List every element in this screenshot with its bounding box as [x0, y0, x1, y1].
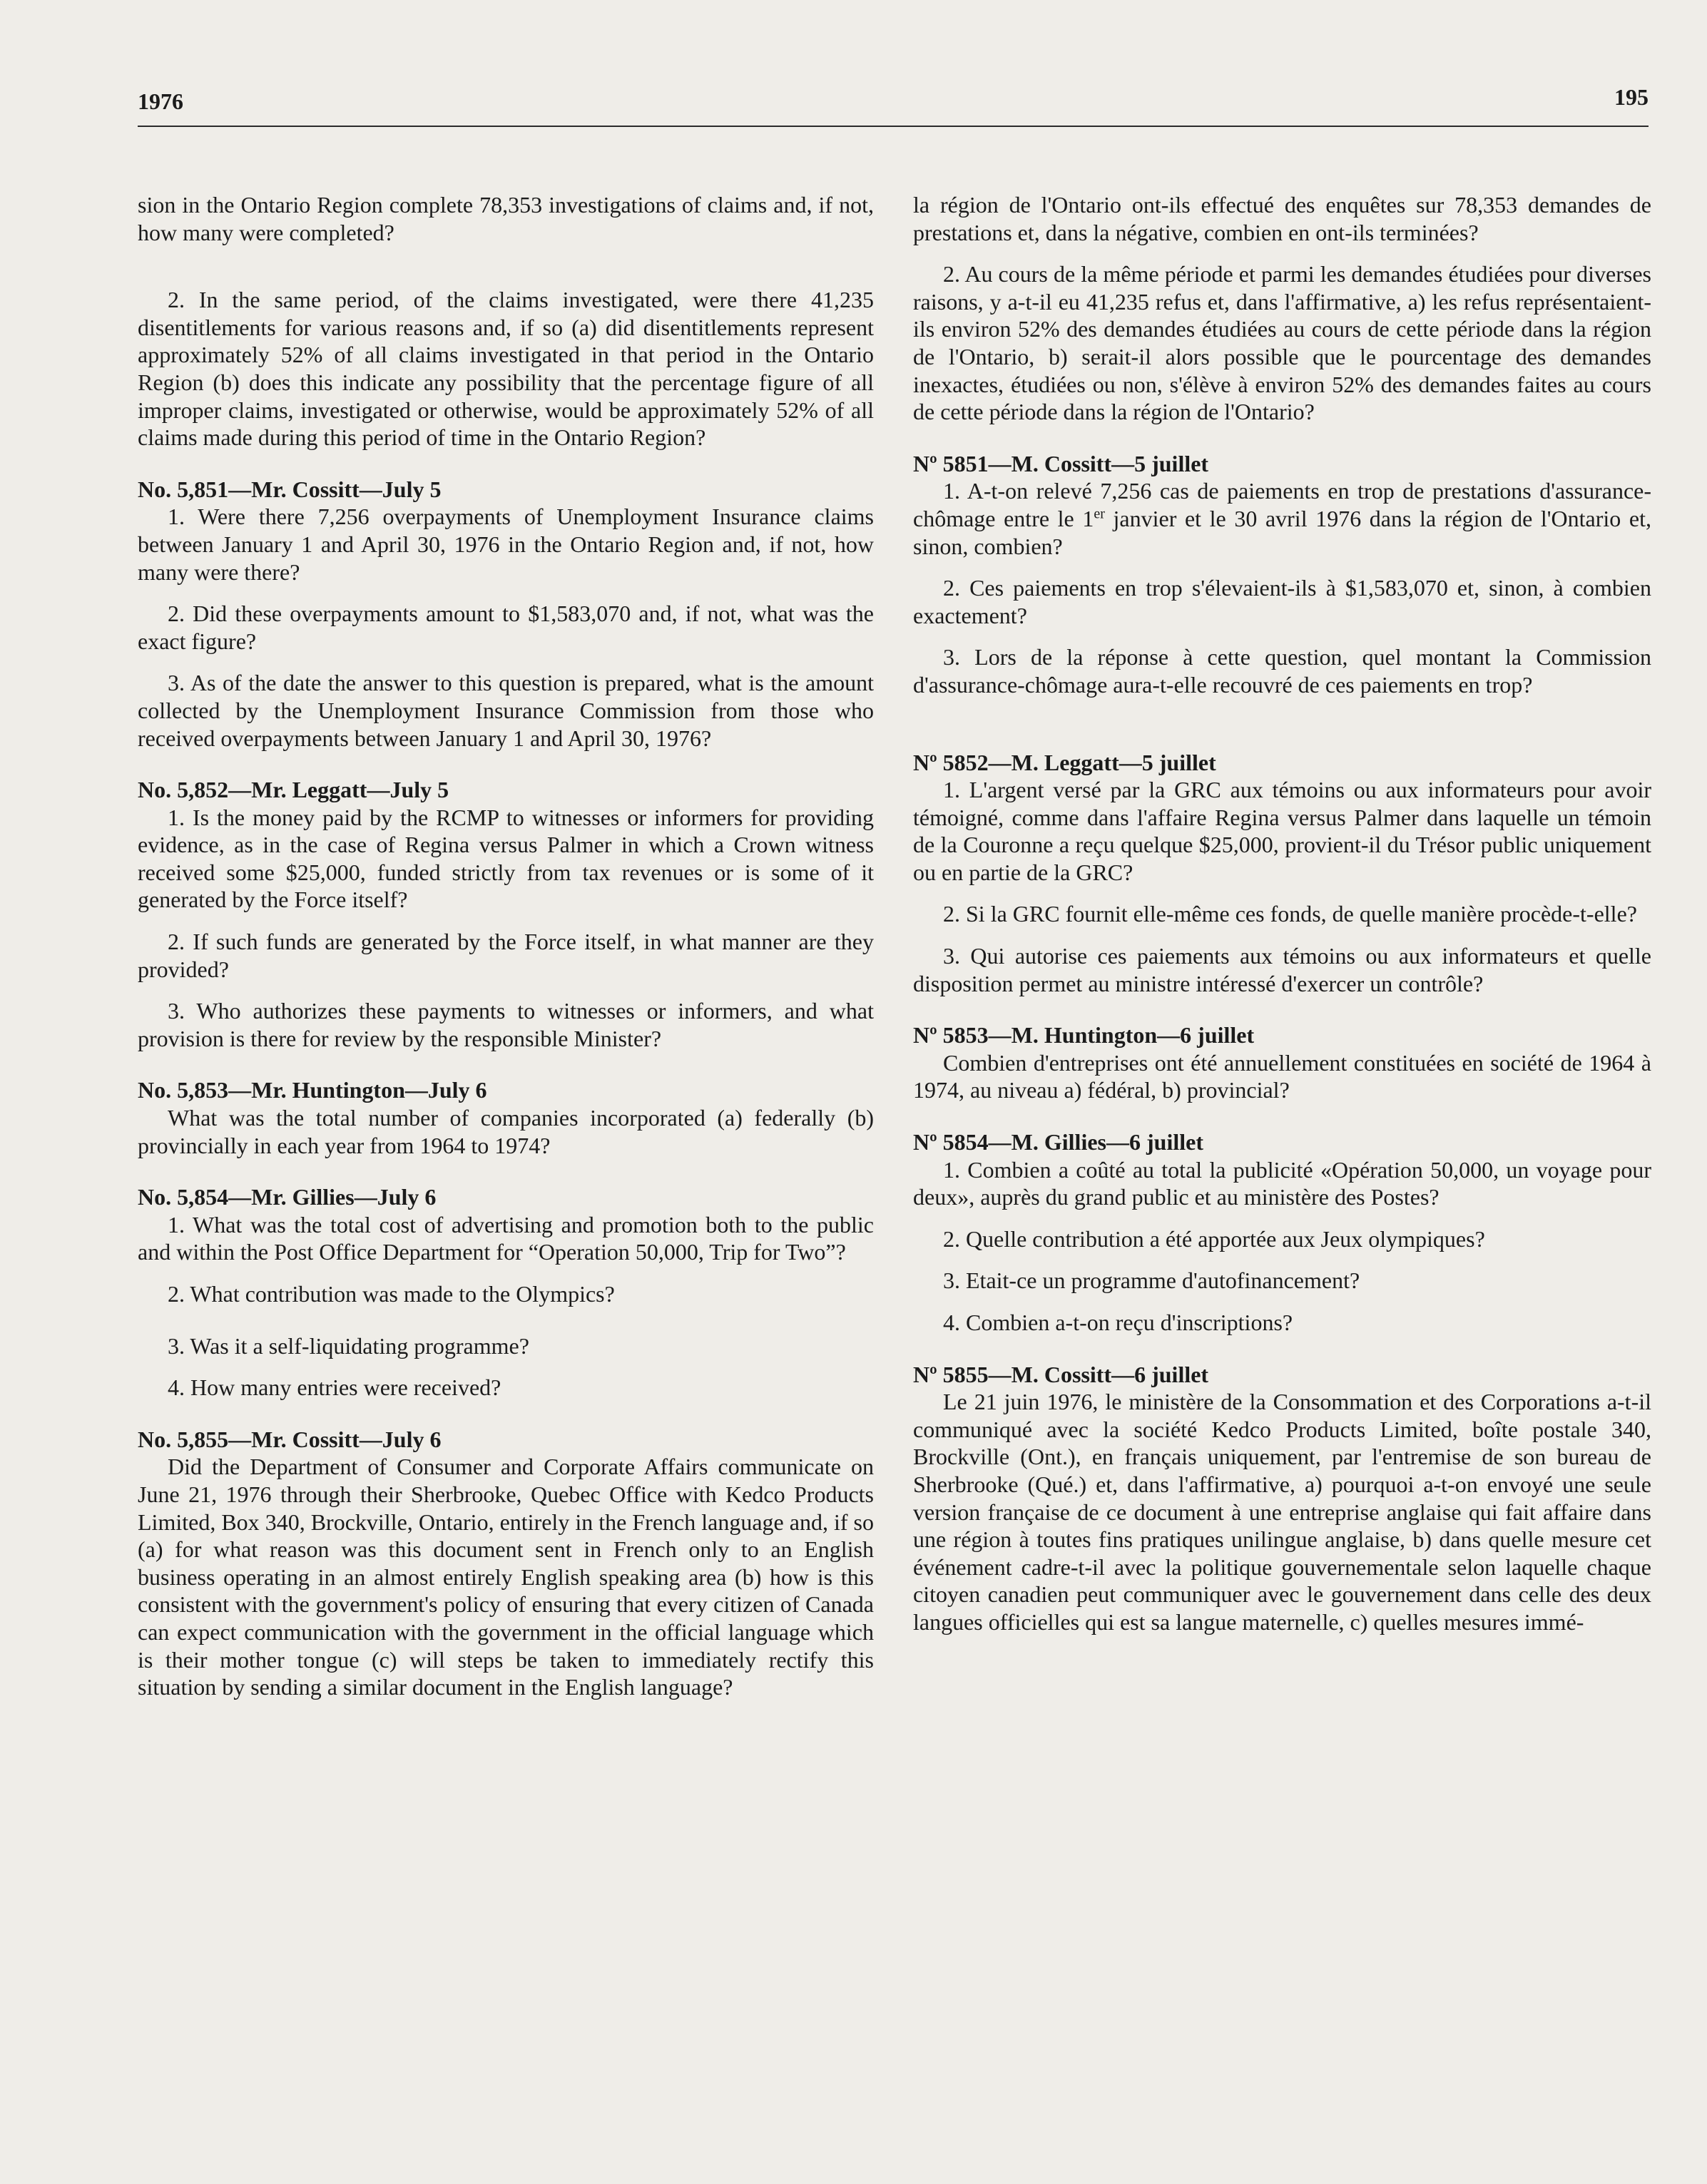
question-paragraph: 2. Did these overpayments amount to $1,583,070 and, if not, what was the exact figure?	[138, 601, 874, 654]
question-paragraph: Did the Department of Consumer and Corporate Affairs communicate on June 21, 1976 through their Sherbrooke, Quebec Office with Kedco Products Limited, Box 340, Brockville, Ontario, entirely in the French language and, if so (a) for what reason was this document sent in French only to an English business operating in an almost entirely English speaking area (b) how is this consistent with the government's policy of ensuring that every citizen of Canada can expect communication with the government in the official language which is their mother tongue (c) will steps be taken to immediately rectify this situation by sending a similar document in the English language?	[138, 1454, 874, 1700]
header-year: 1976	[138, 88, 183, 114]
question-paragraph: 3. As of the date the answer to this question is prepared, what is the amount collected by the Unemployment Insurance Commission from those who received overpayments between January 1 and April 30, 1976?	[138, 670, 874, 751]
question-paragraph: 2. In the same period, of the claims investigated, were there 41,235 disentitlements for various reasons and, if so (a) did disentitlements represent approximately 52% of all claims investigated in that period in the Ontario Region (b) does this indicate any possibility that the percentage figure of all improper claims, investigated or otherwise, would be approximately 52% of all claims made during this period of time in the Ontario Region?	[138, 287, 874, 451]
question-paragraph: Le 21 juin 1976, le ministère de la Consommation et des Corporations a-t-il communiqué avec la société Kedco Products Limited, boîte postale 340, Brockville (Ont.), en français uniquement, par l'entremise de son bureau de Sherbrooke (Qué.) et, dans l'affirmative, a) pourquoi a-t-on envoyé une seule version française de ce document à une entreprise anglaise qui fait affaire dans une région à toutes fins pratiques unilingue anglaise, b) dans quelle mesure cet événement cadre-t-il avec la politique gouvernementale selon laquelle chaque citoyen canadien peut communiquer avec le gouvernement dans celle des deux langues officielles qui est sa langue maternelle, c) quelles mesures immé-	[913, 1389, 1651, 1635]
continued-question-text: la région de l'Ontario ont-ils effectué des enquêtes sur 78,353 demandes de prestations et, dans la négative, combien en ont-ils terminées?	[913, 192, 1651, 245]
question-heading-5854-fr: Nº 5854—M. Gillies—6 juillet	[913, 1129, 1203, 1155]
question-heading-5854: No. 5,854—Mr. Gillies—July 6	[138, 1184, 437, 1210]
question-heading-5853: No. 5,853—Mr. Huntington—July 6	[138, 1077, 487, 1103]
question-paragraph: 3. Lors de la réponse à cette question, quel montant la Commission d'assurance-chômage aura-t-elle recouvré de ces paiements en trop?	[913, 644, 1651, 698]
question-paragraph: 3. Was it a self-liquidating programme?	[168, 1332, 529, 1359]
question-paragraph: 2. Ces paiements en trop s'élevaient-ils à $1,583,070 et, sinon, à combien exactement?	[913, 575, 1651, 628]
question-heading-5855: No. 5,855—Mr. Cossitt—July 6	[138, 1426, 442, 1452]
question-heading-5851-fr: Nº 5851—M. Cossitt—5 juillet	[913, 450, 1209, 476]
french-column	[913, 191, 1651, 1636]
question-paragraph: 1. L'argent versé par la GRC aux témoins ou aux informateurs pour avoir témoigné, comme dans l'affaire Regina versus Palmer dans laquelle un témoin de la Couronne a reçu quelque $25,000, provient-il du Trésor public uniquement ou en partie de la GRC?	[913, 777, 1651, 885]
question-heading-5855-fr: Nº 5855—M. Cossitt—6 juillet	[913, 1361, 1209, 1387]
question-paragraph: 1. Were there 7,256 overpayments of Unemployment Insurance claims between January 1 and April 30, 1976 in the Ontario Region and, if not, how many were there?	[138, 504, 874, 585]
paragraph-text: 1. A-t-on relevé 7,256 cas de paiements en trop de prestations d'assurance-chômage entre le 1	[913, 478, 1651, 531]
paragraph-text: janvier et le 30 avril 1976 dans la région de l'Ontario et, sinon, combien?	[913, 505, 1652, 559]
question-paragraph: 4. Combien a-t-on reçu d'inscriptions?	[943, 1310, 1293, 1335]
question-paragraph: 4. How many entries were received?	[168, 1374, 501, 1401]
question-paragraph: 1. Combien a coûté au total la publicité «Opération 50,000, un voyage pour deux», auprès du grand public et au ministère des Postes?	[913, 1156, 1651, 1210]
question-paragraph: 3. Etait-ce un programme d'autofinancement?	[943, 1267, 1360, 1294]
page-header	[138, 84, 1649, 127]
english-column	[138, 191, 874, 1701]
superscript: er	[1094, 506, 1105, 522]
question-paragraph: 3. Who authorizes these payments to witnesses or informers, and what provision is there for review by the responsible Minister?	[138, 998, 874, 1051]
question-heading-5853-fr: Nº 5853—M. Huntington—6 juillet	[913, 1022, 1255, 1048]
question-paragraph: 3. Qui autorise ces paiements aux témoins ou aux informateurs et quelle disposition permet au ministre intéressé d'exercer un contrôle?	[913, 943, 1651, 996]
question-paragraph: 1. What was the total cost of advertising and promotion both to the public and within the Post Office Department for “Operation 50,000, Trip for Two”?	[138, 1211, 874, 1265]
question-paragraph: Combien d'entreprises ont été annuellement constituées en société de 1964 à 1974, au niveau a) fédéral, b) provincial?	[913, 1049, 1651, 1103]
question-paragraph: 2. If such funds are generated by the Force itself, in what manner are they provided?	[138, 929, 874, 982]
question-paragraph: 2. Au cours de la même période et parmi les demandes étudiées pour diverses raisons, y a-t-il eu 41,235 refus et, dans l'affirmative, a) les refus représentaient-ils environ 52% des demandes étudiées au cours de cette période dans la région de l'Ontario, b) serait-il alors possible que le pourcentage des demandes inexactes, étudiées ou non, s'élève à environ 52% des demandes faites au cours de cette période dans la région de l'Ontario?	[913, 261, 1651, 425]
question-heading-5852: No. 5,852—Mr. Leggatt—July 5	[138, 777, 449, 803]
question-paragraph: 2. Quelle contribution a été apportée aux Jeux olympiques?	[943, 1225, 1485, 1252]
continued-question-text: sion in the Ontario Region complete 78,353 investigations of claims and, if not, how many were completed?	[138, 192, 874, 245]
page-number: 195	[1614, 84, 1649, 110]
question-paragraph: 1. Is the money paid by the RCMP to witnesses or informers for providing evidence, as in the case of Regina versus Palmer in which a Crown witness received some $25,000, funded strictly from tax revenues or is some of it generated by the Force itself?	[138, 804, 874, 913]
question-paragraph: What was the total number of companies incorporated (a) federally (b) provincially in each year from 1964 to 1974?	[138, 1105, 874, 1158]
question-paragraph: 2. What contribution was made to the Olympics?	[168, 1281, 615, 1307]
question-paragraph	[913, 477, 1651, 560]
question-heading-5852-fr: Nº 5852—M. Leggatt—5 juillet	[913, 749, 1216, 775]
question-paragraph: 2. Si la GRC fournit elle-même ces fonds, de quelle manière procède-t-elle?	[943, 901, 1637, 927]
question-heading-5851: No. 5,851—Mr. Cossitt—July 5	[138, 476, 442, 502]
